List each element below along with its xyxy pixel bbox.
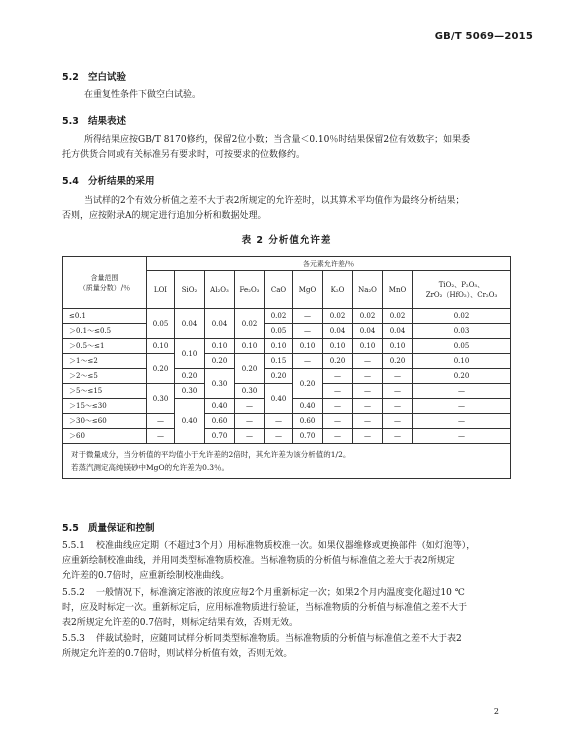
value-cell: 0.02 xyxy=(265,309,293,324)
col-header: MgO xyxy=(293,271,323,309)
value-cell: — xyxy=(383,399,413,414)
section-5-3-line2: 托方供货合同或有关标准另有要求时，可按要求的位数修约。 xyxy=(62,150,306,160)
element-group-header: 各元素允许差/％ xyxy=(147,257,511,271)
value-cell: 0.20 xyxy=(383,354,413,369)
col-header: LOI xyxy=(147,271,175,309)
value-cell: 0.05 xyxy=(413,339,511,354)
range-cell: ≤0.1 xyxy=(63,309,147,324)
value-cell: 0.10 xyxy=(353,339,383,354)
value-cell: — xyxy=(413,399,511,414)
value-cell: 0.20 xyxy=(235,354,265,384)
section-title: 结果表述 xyxy=(88,116,127,127)
value-cell: 0.70 xyxy=(205,429,235,444)
section-number: 5.2 xyxy=(62,72,79,83)
value-cell: 0.60 xyxy=(293,414,323,429)
value-cell: 0.10 xyxy=(413,354,511,369)
value-cell: 0.60 xyxy=(205,414,235,429)
clause-line: 表2所规定允许差的0.7倍时，则标定结果有效，否则无效。 xyxy=(62,618,299,628)
section-number: 5.5 xyxy=(62,523,79,534)
range-cell: ＞0.5～≤1 xyxy=(63,339,147,354)
col-header-line1: TiO₂、P₂O₅、 xyxy=(438,280,485,289)
clause-line: 允许差的0.7倍时，应重新绘制校准曲线。 xyxy=(62,571,230,581)
value-cell: 0.30 xyxy=(147,384,175,414)
value-cell: 0.30 xyxy=(175,384,205,399)
value-cell: — xyxy=(383,384,413,399)
value-cell: 0.10 xyxy=(265,339,293,354)
value-cell: — xyxy=(323,369,353,384)
value-cell: 0.30 xyxy=(205,369,235,399)
clause-line xyxy=(62,539,522,554)
range-header xyxy=(63,257,147,309)
clause-5-5-2 xyxy=(62,586,522,631)
value-cell: — xyxy=(323,399,353,414)
value-cell: — xyxy=(235,399,265,414)
value-cell: 0.20 xyxy=(323,354,353,369)
col-header: CaO xyxy=(265,271,293,309)
clause-5-5-3 xyxy=(62,632,522,662)
section-5-4-heading xyxy=(62,173,155,187)
value-cell: — xyxy=(353,429,383,444)
value-cell: 0.04 xyxy=(175,309,205,339)
value-cell: 0.20 xyxy=(265,369,293,384)
value-cell: 0.10 xyxy=(235,339,265,354)
clause-number: 5.5.2 xyxy=(62,588,85,598)
value-cell: — xyxy=(413,384,511,399)
value-cell: 0.02 xyxy=(323,309,353,324)
value-cell: 0.20 xyxy=(293,369,323,399)
value-cell: 0.20 xyxy=(175,369,205,384)
section-5-4-line2: 否则，应按附录A的规定进行追加分析和数据处理。 xyxy=(62,211,267,221)
col-header-line2: ZrO₂（HfO₂）、Cr₂O₃ xyxy=(425,290,498,299)
table-title: 表 2 分析值允许差 xyxy=(241,235,332,246)
page-number: 2 xyxy=(493,707,499,716)
value-cell: 0.10 xyxy=(147,339,175,354)
col-header: Al₂O₃ xyxy=(205,271,235,309)
value-cell: — xyxy=(265,429,293,444)
col-header: Fe₂O₃ xyxy=(235,271,265,309)
value-cell: — xyxy=(147,429,175,444)
section-5-2-text: 在重复性条件下做空白试验。 xyxy=(84,90,202,100)
value-cell: 0.02 xyxy=(413,309,511,324)
range-cell: ＞30～≤60 xyxy=(63,414,147,429)
range-cell: ＞2～≤5 xyxy=(63,369,147,384)
section-5-2-heading xyxy=(62,69,126,83)
clause-text: 校准曲线应定期（不超过3个月）用标准物质校准一次。如果仪器维修或更换部件（如灯泡等）， xyxy=(96,541,476,551)
value-cell: 0.30 xyxy=(235,384,265,399)
value-cell: — xyxy=(353,399,383,414)
clause-text: 伴裁试验时，应随同试样分析同类型标准物质。当标准物质的分析值与标准值之差不大于表2 xyxy=(96,634,462,644)
range-cell: ＞60 xyxy=(63,429,147,444)
value-cell: — xyxy=(147,414,175,429)
clause-line: 应重新绘制校准曲线，并用同类型标准物质校准。当标准物质的分析值与标准值之差大于表2所规定 xyxy=(62,556,455,566)
col-header: SiO₂ xyxy=(175,271,205,309)
value-cell: 0.02 xyxy=(235,309,265,339)
value-cell: 0.10 xyxy=(293,339,323,354)
value-cell: 0.40 xyxy=(265,384,293,414)
section-5-3-line1: 所得结果应按GB/T 8170修约，保留2位小数；当含量＜0.10％时结果保留2位有效数字；如果委 xyxy=(84,135,471,145)
value-cell: 0.10 xyxy=(383,339,413,354)
section-number: 5.4 xyxy=(62,176,79,187)
value-cell: — xyxy=(323,384,353,399)
value-cell: — xyxy=(413,429,511,444)
table-note-2: 若蒸汽测定高纯镁砂中MgO的允许差为0.3％。 xyxy=(71,463,230,472)
value-cell: 0.05 xyxy=(265,324,293,339)
clause-number: 5.5.3 xyxy=(62,634,85,644)
clause-line: 所规定允许差的0.7倍时，则试样分析值有效，否则无效。 xyxy=(62,649,293,659)
value-cell: 0.20 xyxy=(413,369,511,384)
value-cell: 0.02 xyxy=(353,309,383,324)
value-cell: — xyxy=(265,414,293,429)
value-cell: — xyxy=(353,354,383,369)
range-cell: ＞5～≤15 xyxy=(63,384,147,399)
value-cell: — xyxy=(293,309,323,324)
value-cell: 0.04 xyxy=(323,324,353,339)
range-header-line1: 含量范围 xyxy=(90,273,119,282)
range-cell: ＞1～≤2 xyxy=(63,354,147,369)
value-cell: 0.40 xyxy=(175,399,205,444)
col-header: MnO xyxy=(383,271,413,309)
section-5-4-line1: 当试样的2个有效分析值之差不大于表2所规定的允许差时，以其算术平均值作为最终分析结果； xyxy=(84,196,465,206)
value-cell: 0.03 xyxy=(413,324,511,339)
clause-5-5-1 xyxy=(62,539,522,584)
col-header: K₂O xyxy=(323,271,353,309)
value-cell: — xyxy=(293,354,323,369)
clause-number: 5.5.1 xyxy=(62,541,85,551)
value-cell: 0.10 xyxy=(323,339,353,354)
value-cell: 0.20 xyxy=(147,354,175,384)
clause-line xyxy=(62,632,522,647)
value-cell: 0.05 xyxy=(147,309,175,339)
value-cell: — xyxy=(323,429,353,444)
col-header: Na₂O xyxy=(353,271,383,309)
value-cell: 0.04 xyxy=(383,324,413,339)
table-notes xyxy=(63,444,511,479)
section-title: 分析结果的采用 xyxy=(88,176,155,187)
value-cell: — xyxy=(383,429,413,444)
value-cell: 0.15 xyxy=(265,354,293,369)
range-cell: ＞15～≤30 xyxy=(63,399,147,414)
allowable-difference-table xyxy=(62,256,511,479)
range-cell: ＞0.1～≤0.5 xyxy=(63,324,147,339)
section-number: 5.3 xyxy=(62,116,79,127)
value-cell: 0.70 xyxy=(293,429,323,444)
table-note-1: 对于微量成分，当分析值的平均值小于允许差的2倍时，其允许差为该分析值的1/2。 xyxy=(71,450,351,459)
value-cell: — xyxy=(323,414,353,429)
value-cell: — xyxy=(383,369,413,384)
value-cell: 0.04 xyxy=(353,324,383,339)
value-cell: 0.02 xyxy=(383,309,413,324)
section-5-3-heading xyxy=(62,113,126,127)
value-cell: — xyxy=(413,414,511,429)
value-cell: 0.10 xyxy=(175,339,205,369)
value-cell: 0.10 xyxy=(205,339,235,354)
clause-text: 一般情况下，标准滴定溶液的浓度应每2个月重新标定一次；如果2个月内温度变化超过10 ℃ xyxy=(96,588,465,598)
clause-line: 时，应及时标定一次。重新标定后，应用标准物质进行验证，当标准物质的分析值与标准值之差不大于 xyxy=(62,603,468,613)
value-cell: — xyxy=(383,414,413,429)
value-cell: — xyxy=(353,369,383,384)
value-cell: — xyxy=(235,414,265,429)
value-cell: 0.40 xyxy=(293,399,323,414)
value-cell: 0.20 xyxy=(205,354,235,369)
section-title: 质量保证和控制 xyxy=(88,523,155,534)
section-5-5-heading xyxy=(62,520,155,534)
standard-number: GB/T 5069—2015 xyxy=(434,31,533,42)
col-header xyxy=(413,271,511,309)
value-cell: — xyxy=(353,414,383,429)
value-cell: — xyxy=(235,429,265,444)
value-cell: 0.04 xyxy=(205,309,235,339)
value-cell: 0.40 xyxy=(205,399,235,414)
clause-line xyxy=(62,586,522,601)
value-cell: — xyxy=(293,324,323,339)
section-title: 空白试验 xyxy=(88,72,127,83)
range-header-line2: （质量分数）/％ xyxy=(78,283,131,292)
value-cell: — xyxy=(353,384,383,399)
